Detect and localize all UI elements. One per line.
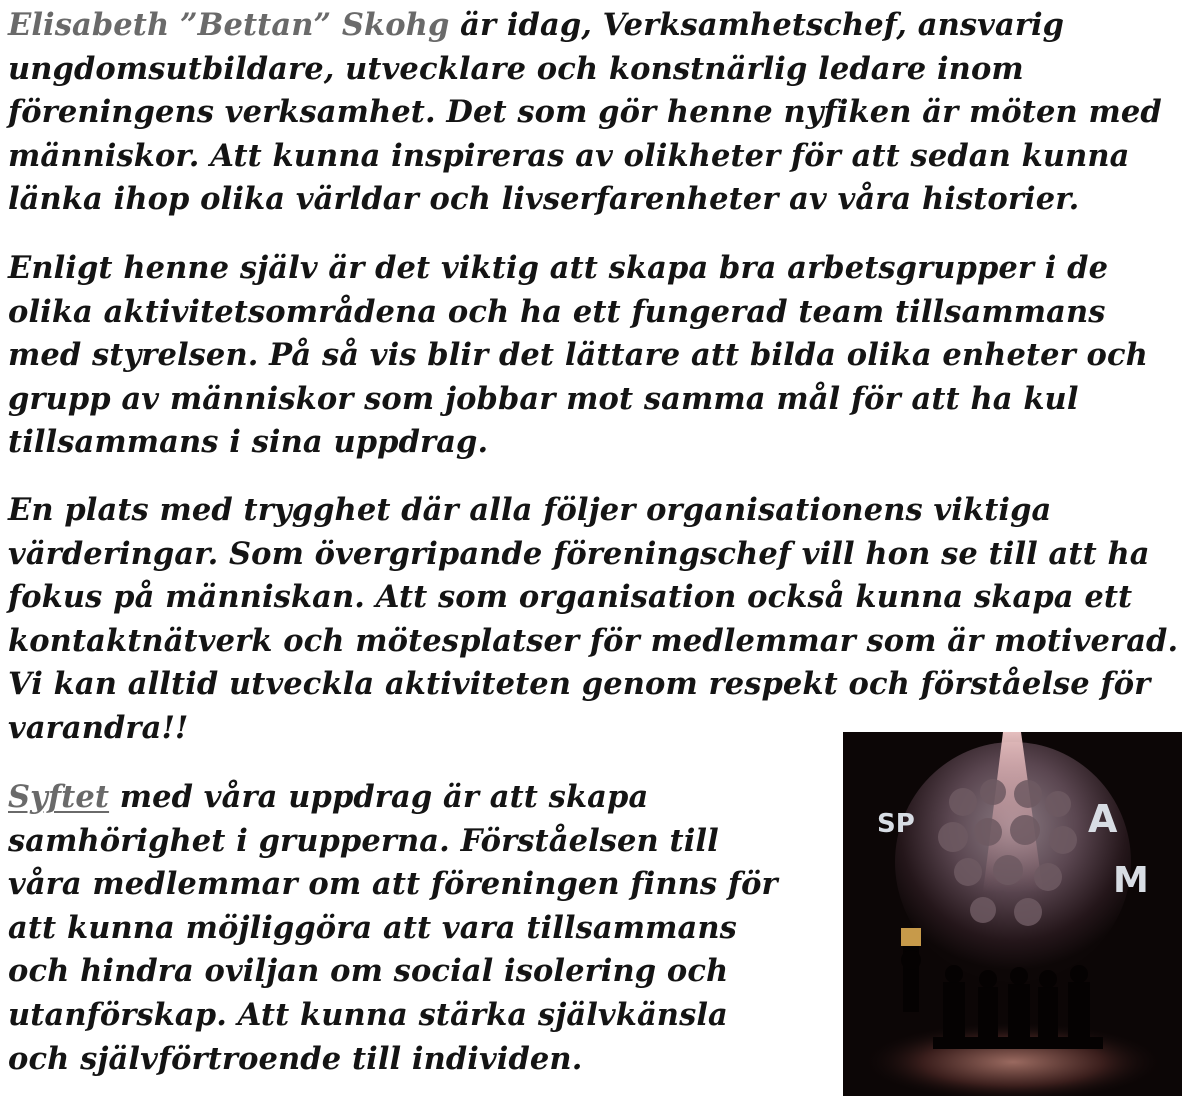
stage-photo	[843, 732, 1182, 1096]
projected-letter-m: M	[1113, 860, 1149, 901]
projected-letter-a: A	[1088, 797, 1118, 841]
values-paragraph: En plats med trygghet där alla följer organisationens viktiga värderingar. Som övergripande föreningschef vill hon se till att ha fokus på människan. Att som organisation också kunna skapa ett kontaktnätverk och mötesplatser för medlemmar som är motiverad. Vi kan alltid utveckla aktiviteten genom respekt och förståelse för varandra!!	[8, 492, 1179, 746]
intro-paragraph	[8, 4, 1188, 222]
purpose-paragraph	[8, 776, 798, 1081]
purpose-text: med våra uppdrag är att skapa samhörighet i grupperna. Förståelsen till våra medlemmar om att föreningen finns för att kunna möjliggöra att vara tillsammans och hindra oviljan om social isolering och utanförskap. Att kunna stärka självkänsla och självförtroende till individen.	[8, 779, 778, 1077]
teamwork-paragraph: Enligt henne själv är det viktig att skapa bra arbetsgrupper i de olika aktivitetsområdena och ha ett fungerad team tillsammans med styrelsen. På så vis blir det lättare att bilda olika enheter och grupp av människor som jobbar mot samma mål för att ha kul tillsammans i sina uppdrag.	[8, 250, 1148, 461]
purpose-link[interactable]: Syftet	[8, 779, 110, 815]
intro-text: är idag, Verksamhetschef, ansvarig ungdomsutbildare, utvecklare och konstnärlig ledare inom föreningens verksamhet. Det som gör henne nyfiken är möten med människor. Att kunna inspireras av olikheter för att sedan kunna länka ihop olika världar och livserfarenheter av våra historier.	[8, 7, 1162, 218]
projected-letters-left: SP	[877, 809, 915, 839]
person-name: Elisabeth ”Bettan” Skohg	[8, 7, 450, 43]
stage-photo-icon	[843, 732, 1182, 1096]
